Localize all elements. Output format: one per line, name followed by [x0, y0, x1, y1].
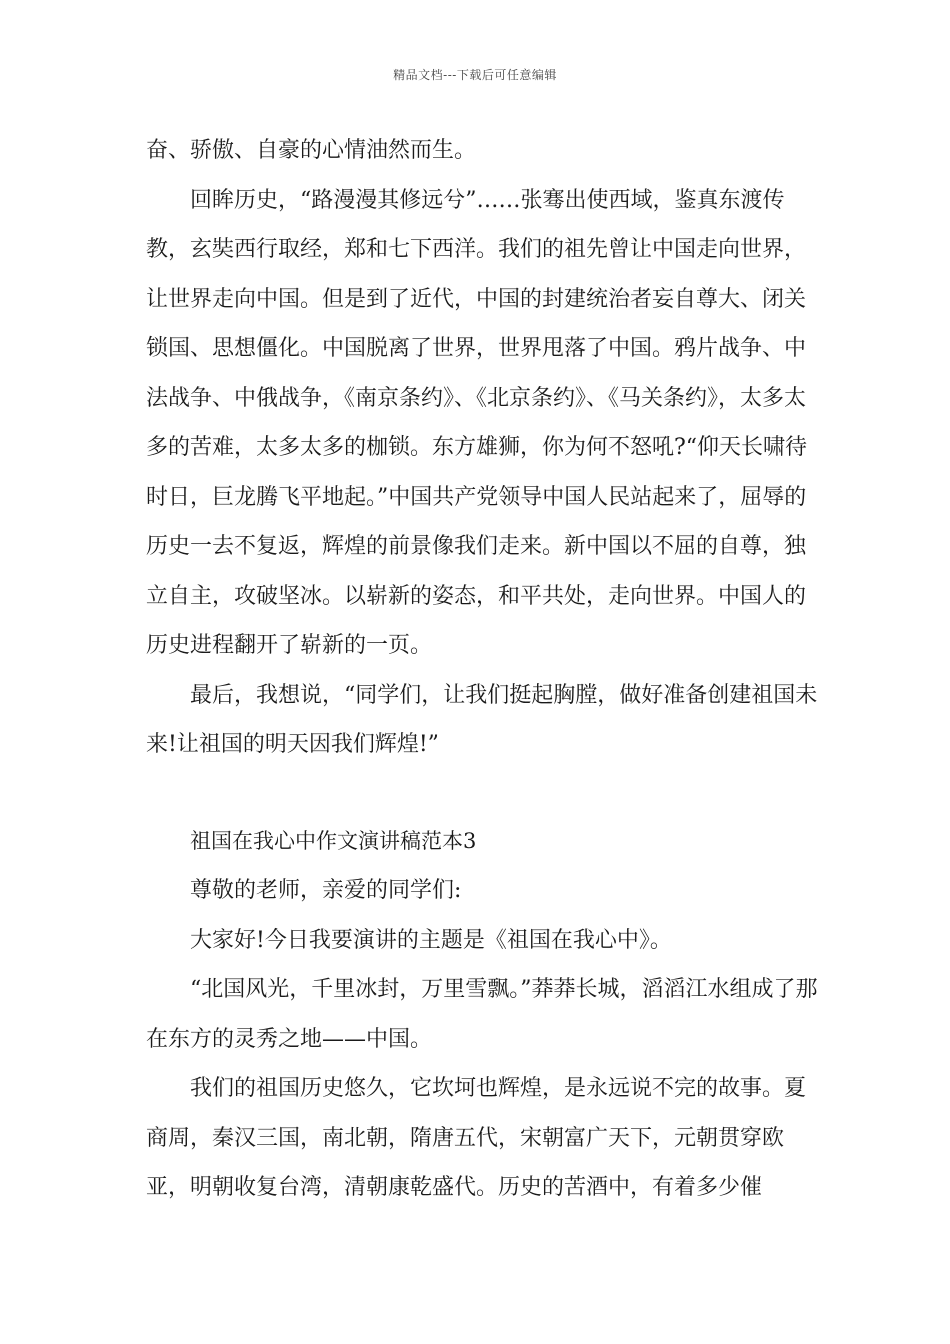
paragraph-5: 我们的祖国历史悠久，它坎坷也辉煌，是永远说不完的故事。夏商周，秦汉三国，南北朝，隋唐五代，宋朝富广天下，元朝贯穿欧亚，明朝收复台湾，清朝康乾盛代。历史的苦酒中，有着多少催	[146, 1076, 807, 1200]
paragraph-3: 最后，我想说，“同学们，让我们挺起胸膛，做好准备创建祖国未来!让祖国的明天因我们辉煌!”	[146, 682, 818, 757]
section-heading: 祖国在我心中作文演讲稿范本3	[190, 828, 477, 853]
paragraph-2: 回眸历史，“路漫漫其修远兮”……张骞出使西域，鉴真东渡传教，玄奘西行取经，郑和七下西洋。我们的祖先曾让中国走向世界，让世界走向中国。但是到了近代，中国的封建统治者妄自尊大、闭关锁国、思想僵化。中国脱离了世界，世界甩落了中国。鸦片战争、中法战争、中俄战争，《南京条约》、《北京条约》、《马关条约》，太多太多的苦难，太多太多的枷锁。东方雄狮，你为何不怒吼?“仰天长啸待时日，巨龙腾飞平地起。”中国共产党领导中国人民站起来了，屈辱的历史一去不复返，辉煌的前景像我们走来。新中国以不屈的自尊，独立自主，攻破坚冰。以崭新的姿态，和平共处，走向世界。中国人的历史进程翻开了崭新的一页。	[146, 187, 808, 658]
page-header-note: 精品文档---下载后可任意编辑	[393, 68, 557, 82]
paragraph-1: 奋、骄傲、自豪的心情油然而生。	[146, 138, 477, 163]
document-body	[146, 126, 818, 1213]
paragraph-4: “北国风光，千里冰封，万里雪飘。”莽莽长城，滔滔江水组成了那在东方的灵秀之地——中国。	[146, 977, 818, 1052]
paragraph-salutation: 尊敬的老师，亲爱的同学们:	[190, 878, 462, 903]
section-spacer	[146, 770, 818, 817]
paragraph-greeting: 大家好!今日我要演讲的主题是《祖国在我心中》。	[190, 927, 672, 953]
